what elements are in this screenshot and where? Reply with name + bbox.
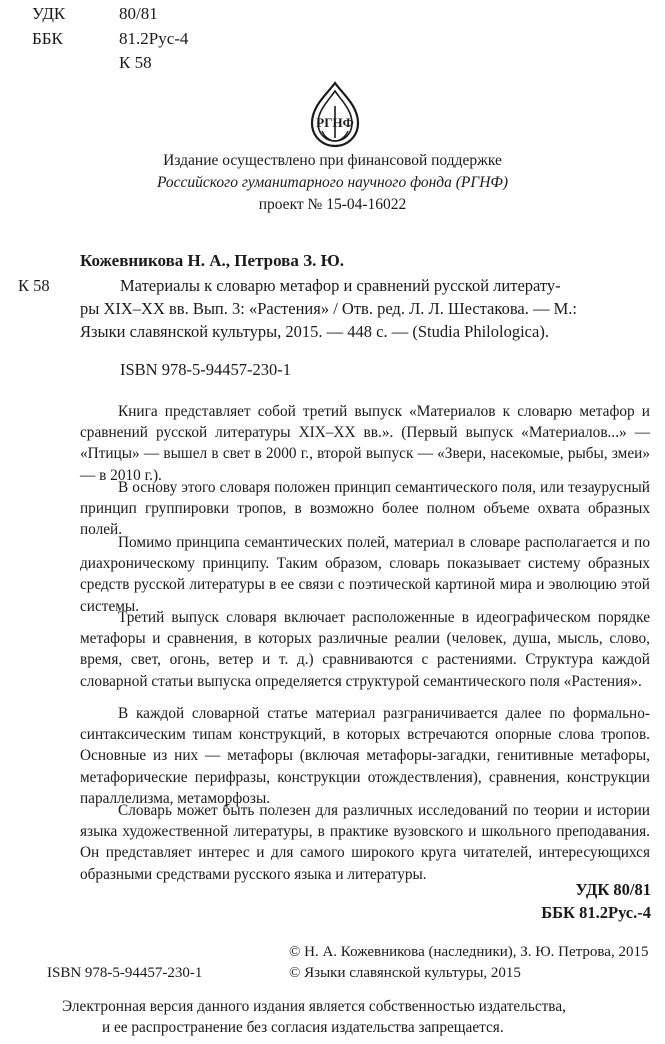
funding-line-1: Издание осуществлено при финансовой поддержке <box>163 152 502 169</box>
biblio-line-3: Языки славянской культуры, 2015. — 448 с. — (Studia Philologica). <box>80 322 549 341</box>
biblio-mark: К 58 <box>18 276 50 295</box>
copyright-isbn: ISBN 978-5-94457-230-1 <box>47 965 203 981</box>
udk-value: 80/81 <box>119 4 158 23</box>
isbn-main: ISBN 978-5-94457-230-1 <box>120 360 291 379</box>
udk-label: УДК <box>32 4 66 23</box>
bbk-value: 81.2Рус-4 <box>119 29 189 48</box>
copyright-authors: © Н. А. Кожевникова (наследники), З. Ю. Петрова, 2015 <box>289 944 649 960</box>
footer-line-1: Электронная версия данного издания является собственностью издательства, <box>62 998 566 1015</box>
annotation-paragraph-3: Помимо принципа семантических полей, материал в словаре располагается и по диахроническому принципу. Таким образом, словарь показывает систему образных средств русской литературы в ее связи с поэтической картиной мира и эволюцию этой системы. <box>80 534 650 615</box>
annotation-paragraph-4: Третий выпуск словаря включает расположенные в идеографическом порядке метафоры и сравнения, в которых различные реалии (человек, душа, мысль, слово, время, свет, огонь, ветер и т. д.) сравниваются с растениями. Структура каждой словарной статьи выпуска определяется структурой семантического поля «Растения». <box>80 609 650 690</box>
bottom-udk: УДК 80/81 <box>575 880 651 899</box>
copyright-publisher: © Языки славянской культуры, 2015 <box>289 965 521 981</box>
funding-project: проект № 15-04-16022 <box>258 196 407 213</box>
logo-letters: РГНФ <box>316 115 354 130</box>
bbk-label: ББК <box>32 29 63 48</box>
author-mark: К 58 <box>119 53 152 72</box>
rgnf-logo <box>305 80 365 150</box>
funding-line-2: Российского гуманитарного научного фонда (РГНФ) <box>156 174 509 191</box>
annotation-paragraph-6: Словарь может быть полезен для различных исследований по теории и истории языка художественной литературы, в практике вузовского и школьного преподавания. Он представляет интерес и для самого широкого круга читателей, интересующихся образными средствами русского языка и литературы. <box>80 802 650 883</box>
biblio-line-1: Материалы к словарю метафор и сравнений русской литерату- <box>120 276 561 295</box>
annotation-paragraph-2: В основу этого словаря положен принцип семантического поля, или тезаурусный принцип группировки тропов, в возможно более полном объеме охвата образных полей. <box>80 479 650 539</box>
annotation-paragraph-1: Книга представляет собой третий выпуск «Материалов к словарю метафор и сравнений русской литературы XIX–XX вв.». (Первый выпуск «Материалов...» — «Птицы» — вышел в свет в 2000 г., второй выпуск — «Звери, насекомые, рыбы, змеи» — в 2010 г.). <box>80 403 650 484</box>
bottom-bbk: ББК 81.2Рус.-4 <box>541 903 651 922</box>
annotation-paragraph-5: В каждой словарной статье материал разграничивается далее по формально-синтаксическим типам конструкций, в которых встречаются опорные слова тропов. Основные из них — метафоры (включая метафоры-загадки, генитивные метафоры, метафорические перифразы, конструкции отождествления), сравнения, конструкции параллелизма, метаморфозы. <box>80 705 650 807</box>
footer-line-2: и ее распространение без согласия издательства запрещается. <box>102 1019 504 1036</box>
authors: Кожевникова Н. А., Петрова З. Ю. <box>80 251 344 270</box>
biblio-line-2: ры XIX–XX вв. Вып. 3: «Растения» / Отв. ред. Л. Л. Шестакова. — М.: <box>80 299 577 318</box>
